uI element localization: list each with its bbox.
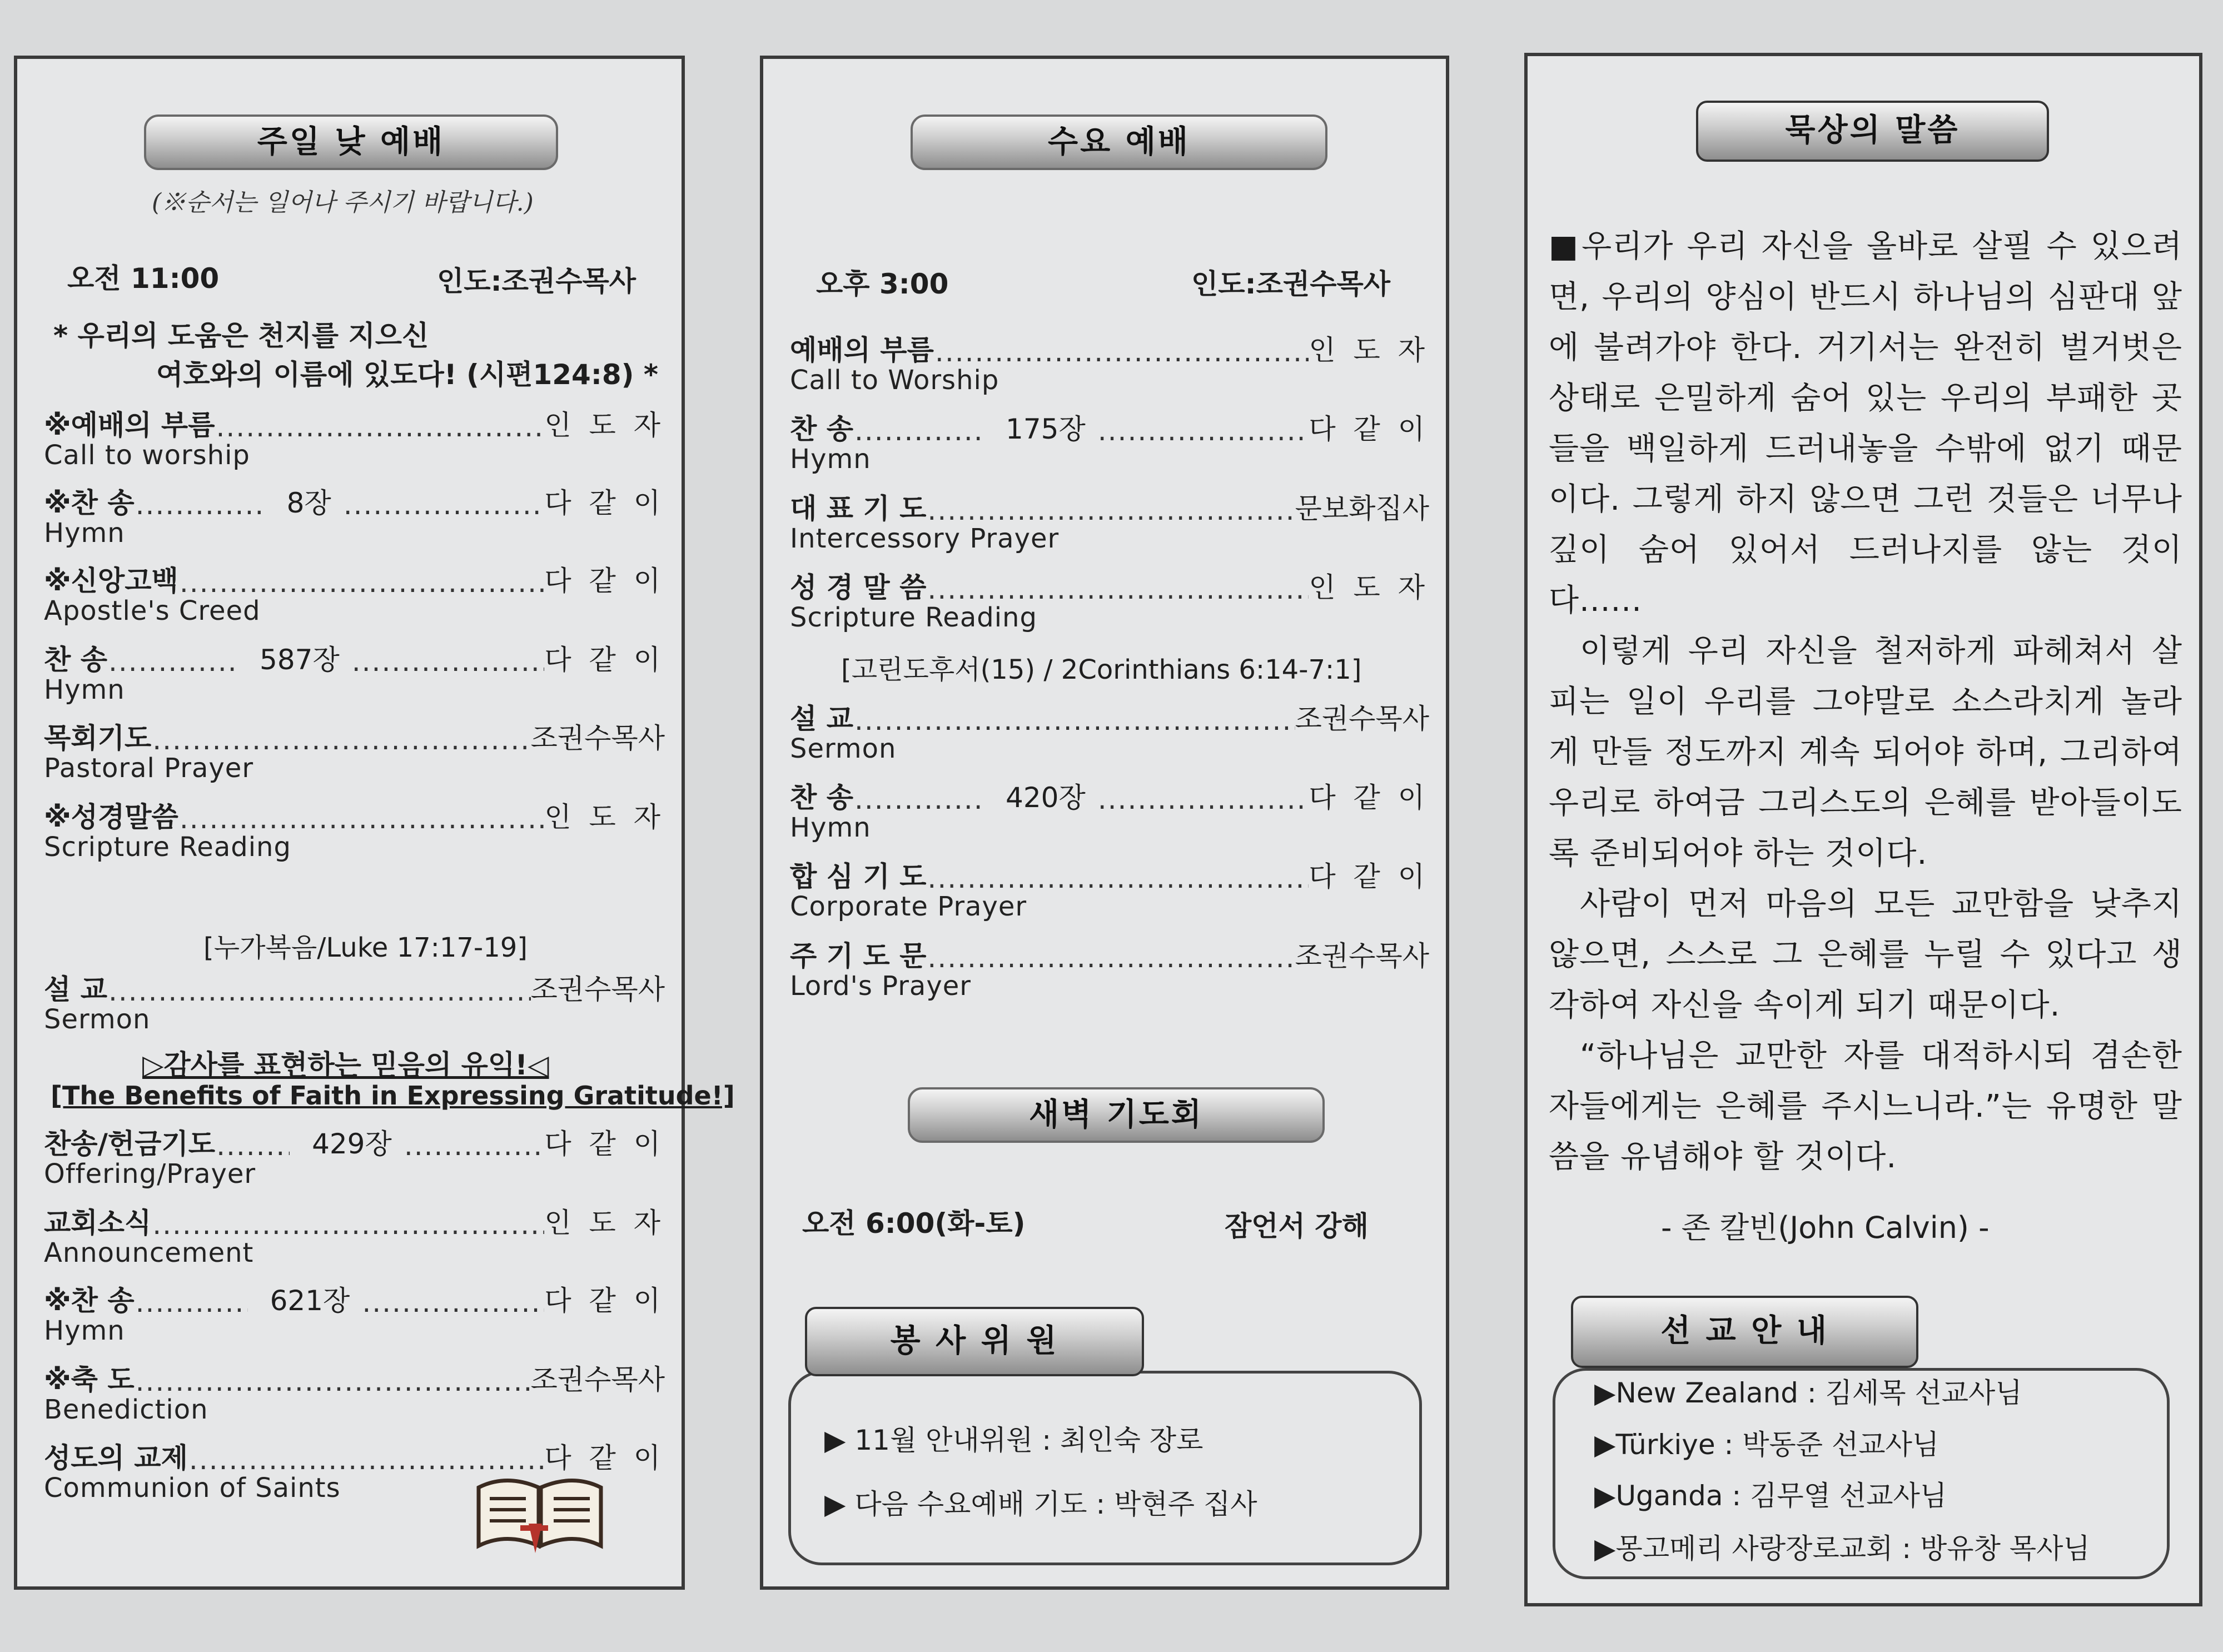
item-role: 다 같 이 [544, 644, 665, 676]
sunday-time: 오전 11:00 [67, 262, 220, 295]
item-english: Hymn [44, 518, 125, 549]
item-role: 다 같 이 [1309, 413, 1429, 445]
item-role: 인 도 자 [544, 409, 665, 441]
item-role: 조권수목사 [530, 722, 665, 754]
sunday-service-panel [14, 56, 735, 1590]
item-english: Scripture Reading [44, 832, 291, 863]
wed-scripture-reference: [고린도후서(15) / 2Corinthians 6:14-7:1] [841, 654, 1362, 685]
item-label: 찬 송 [44, 644, 108, 676]
wed-item-call [790, 331, 1429, 409]
meditation-paragraph: ■우리가 우리 자신을 올바로 살필 수 있으려면, 우리의 양심이 반드시 하나님의 심판대 앞에 불려가야 한다. 거기서는 완전히 벌거벗은 상태로 은밀하게 숨어 있는 우리의 부패한 곳들을 백일하게 드러내놓을 수밖에 없기 때문이다. 그렇게 하지 않으면 그런 것들은 너무나 깊이 숨어 있어서 드러나지를 않는 것이다...... [1549, 228, 2182, 619]
item-english: Sermon [44, 1004, 151, 1035]
item-english: Corporate Prayer [790, 891, 1027, 922]
item-english: Apostle's Creed [44, 595, 261, 626]
dawn-prayer-text: 잠언서 강해 [1225, 1210, 1369, 1242]
wednesday-leader: 인도:조권수목사 [1191, 268, 1391, 300]
scripture-reference: [누가복음/Luke 17:17-19] [203, 932, 528, 963]
item-english: Intercessory Prayer [790, 523, 1060, 554]
hymn-number: 587장 [260, 644, 340, 676]
open-bible-icon [473, 1471, 606, 1554]
item-english: Hymn [44, 1315, 125, 1346]
wed-item-sermon [790, 700, 1429, 778]
order-item-call [44, 406, 665, 484]
stand-note: (※순서는 일어나 주시기 바랍니다.) [152, 188, 534, 217]
item-label: 찬송/헌금기도 [44, 1128, 216, 1160]
item-role: 인 도 자 [544, 1207, 665, 1239]
sermon-title-korean: ▷감사를 표현하는 믿음의 유익!◁ [142, 1049, 549, 1081]
sunday-leader: 인도:조권수목사 [437, 265, 636, 297]
wednesday-service-panel [760, 56, 1449, 1590]
item-label: 설 교 [44, 973, 108, 1006]
item-label: 성도의 교제 [44, 1442, 188, 1474]
meditation-attribution: - 존 칼빈(John Calvin) - [1661, 1210, 1990, 1245]
order-item-announcement [44, 1204, 665, 1282]
item-label: 찬 송 [790, 782, 854, 814]
item-english: Communion of Saints [44, 1472, 341, 1504]
verse-line-1: * 우리의 도움은 천지를 지으신 [53, 320, 429, 352]
mission-item-montgomery: ▶몽고메리 사랑장로교회 : 방유창 목사님 [1594, 1532, 2090, 1565]
item-role: 다 같 이 [544, 1128, 665, 1160]
wed-item-corporate-prayer [790, 858, 1429, 936]
hymn-number: 8장 [286, 487, 331, 519]
wednesday-title: 수요 예배 [911, 115, 1327, 170]
item-english: Call to Worship [790, 365, 999, 396]
item-english: Benediction [44, 1394, 208, 1425]
order-item-pastoral-prayer [44, 719, 665, 797]
item-label: ※성경말씀 [44, 801, 178, 833]
item-role: 다 같 이 [1309, 860, 1429, 893]
item-role: 다 같 이 [544, 1285, 665, 1317]
item-role: 다 같 이 [544, 565, 665, 597]
meditation-text [1549, 221, 2182, 1182]
service-committee-title: 봉 사 위 원 [805, 1307, 1144, 1376]
item-label: 설 교 [790, 703, 854, 735]
item-role: 인 도 자 [1309, 571, 1429, 604]
mission-item-uganda: ▶Uganda : 김무열 선교사님 [1594, 1480, 1947, 1512]
mission-item-turkiye: ▶Türkiye : 박동준 선교사님 [1594, 1429, 1939, 1461]
order-item-scripture [44, 798, 665, 876]
order-item-hymn-3 [44, 1282, 665, 1360]
mission-item-new-zealand: ▶New Zealand : 김세목 선교사님 [1594, 1377, 2022, 1409]
item-role: 조권수목사 [530, 973, 665, 1006]
service-item-usher: ▶ 11월 안내위원 : 최인숙 장로 [824, 1424, 1203, 1456]
service-committee-box [788, 1371, 1422, 1565]
item-label: 찬 송 [790, 413, 854, 445]
meditation-title: 묵상의 말씀 [1696, 101, 2049, 162]
sunday-title: 주일 낮 예배 [144, 115, 558, 170]
item-label: 교회소식 [44, 1207, 152, 1239]
sermon-title-english: [The Benefits of Faith in Expressing Gratitude!] [51, 1081, 735, 1111]
item-english: Hymn [790, 444, 871, 475]
wed-item-lords-prayer [790, 937, 1429, 1015]
item-role: 조권수목사 [1295, 703, 1429, 735]
item-role: 다 같 이 [544, 487, 665, 519]
item-label: 주 기 도 문 [790, 940, 927, 972]
mission-title: 선 교 안 내 [1571, 1296, 1918, 1368]
item-label: 성 경 말 씀 [790, 571, 927, 604]
item-role: 조권수목사 [1295, 940, 1429, 972]
item-english: Announcement [44, 1237, 254, 1268]
order-item-offering [44, 1125, 665, 1203]
item-role: 인 도 자 [1309, 334, 1429, 366]
item-english: Pastoral Prayer [44, 753, 254, 784]
item-label: 대 표 기 도 [790, 492, 927, 525]
wednesday-time: 오후 3:00 [816, 268, 949, 300]
item-label: ※축 도 [44, 1364, 135, 1396]
item-role: 인 도 자 [544, 801, 665, 833]
order-item-benediction [44, 1361, 665, 1439]
dawn-prayer-title: 새벽 기도회 [908, 1087, 1325, 1143]
dawn-prayer-time: 오전 6:00(화-토) [802, 1207, 1026, 1240]
order-item-hymn-2 [44, 641, 665, 719]
item-english: Hymn [44, 674, 125, 705]
order-item-hymn-1 [44, 484, 665, 562]
meditation-paragraph: 사람이 먼저 마음의 모든 교만함을 낮추지 않으면, 스스로 그 은혜를 누릴 수 있다고 생각하여 자신을 속이게 되기 때문이다. [1549, 886, 2182, 1023]
item-english: Scripture Reading [790, 602, 1037, 633]
item-label: 합 심 기 도 [790, 860, 927, 893]
item-english: Offering/Prayer [44, 1158, 256, 1190]
item-english: Call to worship [44, 440, 250, 471]
item-role: 다 같 이 [544, 1442, 665, 1474]
item-label: ※예배의 부름 [44, 409, 215, 441]
order-item-sermon [44, 971, 665, 1048]
item-role: 다 같 이 [1309, 782, 1429, 814]
hymn-number: 429장 [312, 1128, 392, 1160]
order-item-creed [44, 562, 665, 640]
wed-item-hymn-1 [790, 410, 1429, 488]
item-label: ※찬 송 [44, 487, 135, 519]
meditation-paragraph: “하나님은 교만한 자를 대적하시되 겸손한 자들에게는 은혜를 주시느니라.”는 유명한 말씀을 유념해야 할 것이다. [1549, 1038, 2182, 1175]
item-english: Hymn [790, 812, 871, 843]
item-english: Lord's Prayer [790, 971, 972, 1002]
item-label: 목회기도 [44, 722, 152, 754]
verse-line-2: 여호와의 이름에 있도다! (시편124:8) * [156, 359, 659, 391]
hymn-number: 621장 [270, 1285, 350, 1317]
item-label: 예배의 부름 [790, 334, 934, 366]
meditation-paragraph: 이렇게 우리 자신을 철저하게 파헤쳐서 살피는 일이 우리를 그야말로 소스라치게 놀라게 만들 정도까지 계속 되어야 하며, 그리하여 우리로 하여금 그리스도의 은혜를 받아들이도록 준비되어야 하는 것이다. [1549, 633, 2182, 872]
service-item-prayer: ▶ 다음 수요예배 기도 : 박현주 집사 [824, 1488, 1257, 1520]
wed-item-intercessory [790, 490, 1429, 568]
item-english: Sermon [790, 733, 897, 764]
item-role: 조권수목사 [530, 1364, 665, 1396]
hymn-number: 420장 [1006, 782, 1086, 814]
wed-item-hymn-2 [790, 779, 1429, 857]
hymn-number: 175장 [1006, 413, 1086, 445]
item-role: 문보화집사 [1295, 492, 1429, 525]
wed-item-scripture [790, 569, 1429, 646]
item-label: ※찬 송 [44, 1285, 135, 1317]
meditation-panel [1524, 53, 2202, 1606]
item-label: ※신앙고백 [44, 565, 178, 597]
